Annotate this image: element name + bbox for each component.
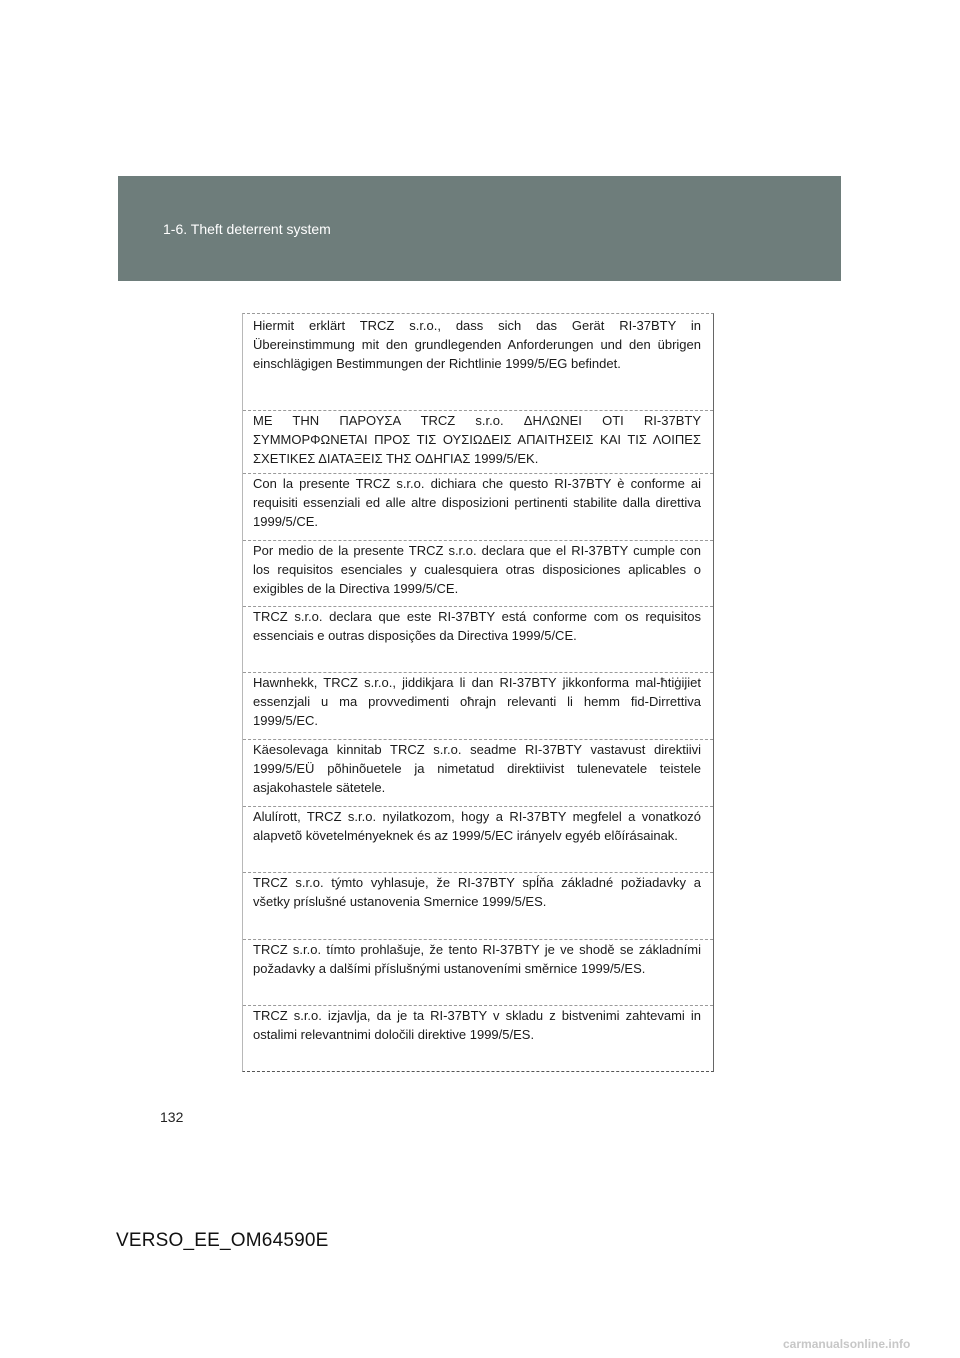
- declaration-text: Por medio de la presente TRCZ s.r.o. declara que el RI-37BTY cumple con los requisitos esenciales y cualesquiera otras disposiciones aplicables o exigibles de la Directiva 1999/5/CE.: [253, 543, 701, 596]
- section-title: 1-6. Theft deterrent system: [163, 221, 331, 237]
- declaration-maltese: [243, 672, 713, 730]
- declaration-text: TRCZ s.r.o. tímto prohlašuje, že tento RI-37BTY je ve shodě se základními požadavky a dalšími příslušnými ustanoveními směrnice 1999/5/ES.: [253, 942, 701, 976]
- document-code: VERSO_EE_OM64590E: [116, 1230, 329, 1251]
- watermark-text: carmanualsonline.info: [783, 1337, 911, 1351]
- declaration-text: TRCZ s.r.o. izjavlja, da je ta RI-37BTY v skladu z bistvenimi zahtevami in ostalimi relevantnimi določili direktive 1999/5/ES.: [253, 1008, 701, 1042]
- declaration-text: Con la presente TRCZ s.r.o. dichiara che questo RI-37BTY è conforme ai requisiti essenziali ed alle altre disposizioni pertinenti stabilite dalla direttiva 1999/5/CE.: [253, 476, 701, 529]
- declaration-text: Käesolevaga kinnitab TRCZ s.r.o. seadme RI-37BTY vastavust direktiivi 1999/5/EÜ põhinõuetele ja nimetatud direktiivist tulenevatele teistele asjakohastele sätetele.: [253, 742, 701, 795]
- page-number: 132: [160, 1109, 184, 1125]
- declaration-estonian: [243, 739, 713, 797]
- declaration-greek: [243, 410, 713, 468]
- declaration-portuguese: [243, 606, 713, 645]
- declaration-slovak: [243, 872, 713, 911]
- declaration-slovenian: [243, 1005, 713, 1044]
- declaration-text: Alulírott, TRCZ s.r.o. nyilatkozom, hogy a RI-37BTY megfelel a vonatkozó alapvetõ követelményeknek és az 1999/5/EC irányelv egyéb elõírásainak.: [253, 809, 701, 843]
- declaration-german: [243, 316, 713, 373]
- section-header-band: [118, 176, 841, 281]
- declaration-table: [242, 313, 714, 1072]
- declaration-text: Hawnhekk, TRCZ s.r.o., jiddikjara li dan RI-37BTY jikkonforma mal-ħtiġijiet essenzjali u ma provvedimenti oħrajn relevanti li hemm fid-Dirrettiva 1999/5/EC.: [253, 675, 701, 728]
- declaration-czech: [243, 939, 713, 978]
- declaration-italian: [243, 473, 713, 531]
- declaration-text: TRCZ s.r.o. týmto vyhlasuje, že RI-37BTY spĺňa základné požiadavky a všetky príslušné ustanovenia Smernice 1999/5/ES.: [253, 875, 701, 909]
- declaration-text: ΜΕ ΤΗΝ ΠΑΡΟΥΣΑ TRCZ s.r.o. ΔΗΛΩΝΕΙ ΟΤΙ RI-37BTY ΣΥΜΜΟΡΦΩΝΕΤΑΙ ΠΡΟΣ ΤΙΣ ΟΥΣΙΩΔΕΙΣ ΑΠΑΙΤΗΣΕΙΣ ΚΑΙ ΤΙΣ ΛΟΙΠΕΣ ΣΧΕΤΙΚΕΣ ΔΙΑΤΑΞΕΙΣ ΤΗΣ ΟΔΗΓΙΑΣ 1999/5/ΕΚ.: [253, 413, 701, 466]
- declaration-text: TRCZ s.r.o. declara que este RI-37BTY está conforme com os requisitos essenciais e outras disposições da Directiva 1999/5/CE.: [253, 609, 701, 643]
- declaration-text: Hiermit erklärt TRCZ s.r.o., dass sich das Gerät RI-37BTY in Übereinstimmung mit den grundlegenden Anforderungen und den übrigen einschlägigen Bestimmungen der Richtlinie 1999/5/EG befindet.: [253, 318, 701, 371]
- declaration-hungarian: [243, 806, 713, 845]
- declaration-spanish: [243, 540, 713, 598]
